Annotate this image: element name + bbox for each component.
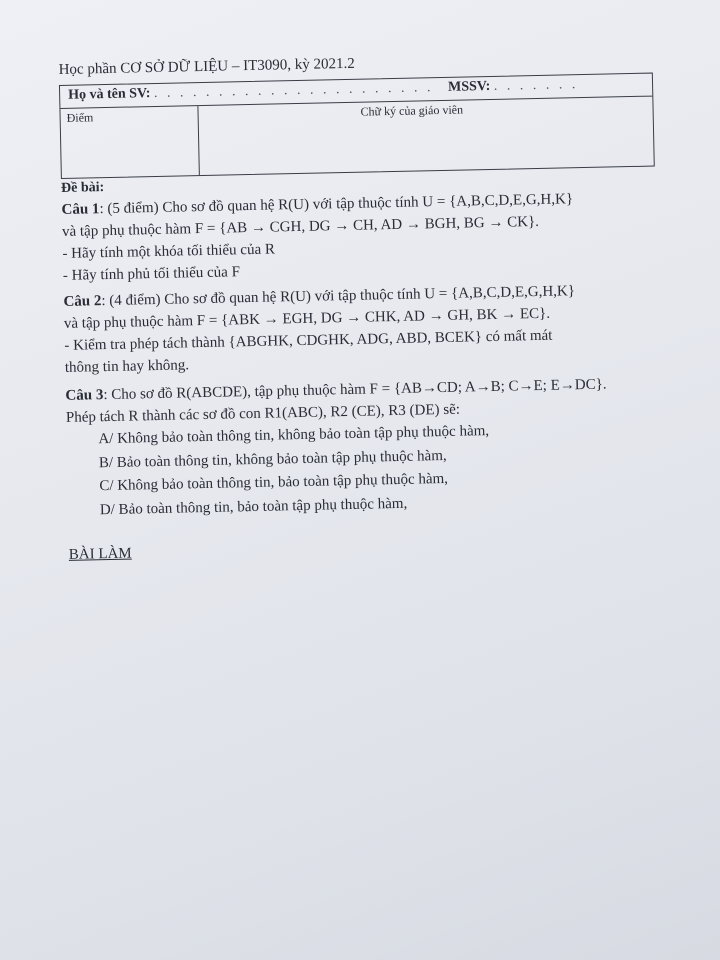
question-1-line-1: : (5 điểm) Cho sơ đồ quan hệ R(U) với tập thuộc tính U = {A,B,C,D,E,G,H,K} [99,191,574,218]
question-1-label: Câu 1 [61,201,100,218]
question-1 [61,186,683,287]
student-name-label: Họ và tên SV: [68,86,151,103]
student-info-box [59,73,655,179]
answer-option-b: B/ Bảo toàn thông tin, không bảo toàn tập phụ thuộc hàm, [98,447,447,471]
question-1-line-4: - Hãy tính phủ tối thiểu của F [62,264,241,284]
score-cell [60,106,199,178]
question-2 [63,278,685,379]
answer-option-a: A/ Không bảo toàn thông tin, không bảo toàn tập phụ thuộc hàm, [98,423,490,448]
question-2-line-4: thông tin hay không. [64,357,190,376]
score-signature-row [60,96,653,178]
question-2-line-3: - Kiểm tra phép tách thành {ABGHK, CDGHK, ADG, ABD, BCEK} có mất mát [64,327,553,354]
signature-label: Chữ ký của giáo viên [360,102,464,119]
mssv-dots: . . . . . . . [493,77,579,94]
mssv-field [448,77,579,96]
question-1-line-2: và tập phụ thuộc hàm F = {AB → CGH, DG → CH, AD → BGH, BG → CK}. [61,213,540,240]
mssv-label: MSSV: [447,78,491,95]
answer-option-c: C/ Không bảo toàn thông tin, bảo toàn tập phụ thuộc hàm, [99,470,449,495]
exam-title: Đề bài: [60,180,105,196]
question-1-line-3: - Hãy tính một khóa tối thiểu của R [62,241,276,262]
question-2-line-1: : (4 điểm) Cho sơ đồ quan hệ R(U) với tập thuộc tính U = {A,B,C,D,E,G,H,K} [101,283,576,310]
question-3-line-1: : Cho sơ đồ R(ABCDE), tập phụ thuộc hàm F = {AB→CD; A→B; C→E; E→DC}. [103,376,607,404]
exam-sheet [58,27,689,564]
question-3-line-2: Phép tách R thành các sơ đồ con R1(ABC), R2 (CE), R3 (DE) sẽ: [65,401,461,426]
answer-options [98,416,688,522]
question-3-label: Câu 3 [65,387,104,404]
course-header: Học phần CƠ SỞ DỮ LIỆU – IT3090, kỳ 2021.2 [58,55,355,78]
answer-section-heading: BÀI LÀM [68,545,132,563]
name-dots: . . . . . . . . . . . . . . . . . . . . . . [153,80,434,102]
score-label: Điểm [66,110,94,125]
answer-option-d: D/ Bảo toàn thông tin, bảo toàn tập phụ thuộc hàm, [99,495,408,518]
question-2-label: Câu 2 [63,293,102,310]
question-2-line-2: và tập phụ thuộc hàm F = {ABK → EGH, DG → CHK, AD → GH, BK → EC}. [63,305,551,332]
